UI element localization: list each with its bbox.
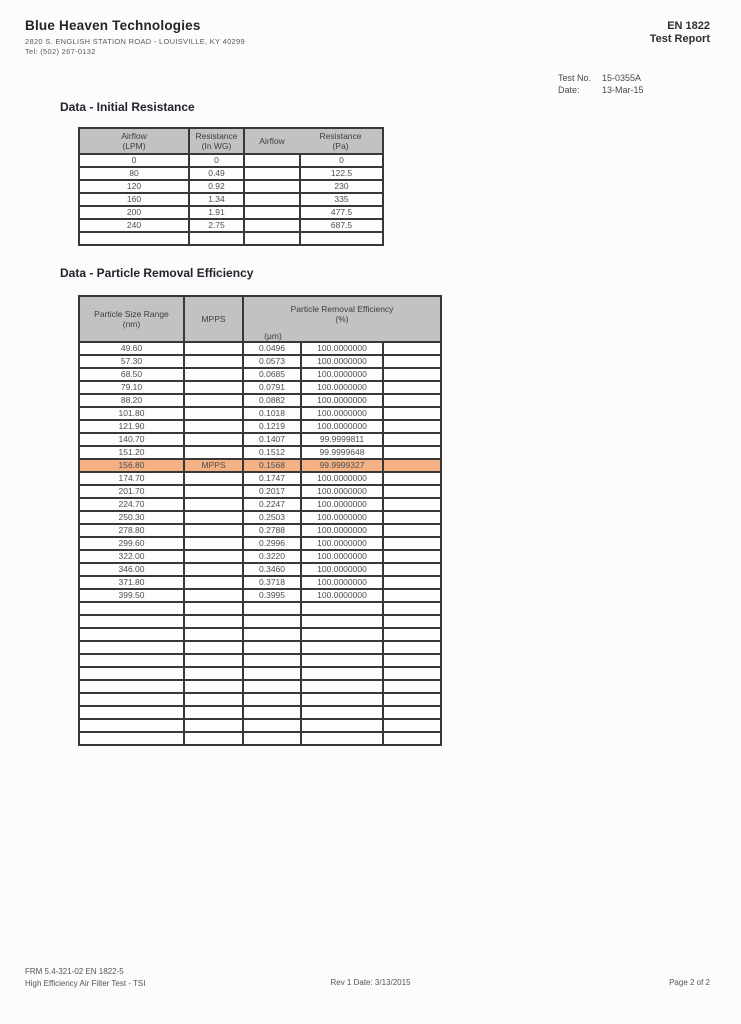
table-row xyxy=(79,459,441,472)
table-cell xyxy=(184,446,243,459)
table-cell: 0.1407 xyxy=(243,433,301,446)
table-cell xyxy=(301,693,383,706)
table-cell xyxy=(79,706,184,719)
table-cell: 160 xyxy=(79,193,189,206)
table-header-row xyxy=(79,128,383,154)
header-airflow-resistance-pa xyxy=(244,128,383,154)
table-cell xyxy=(383,342,441,355)
test-info-block xyxy=(558,72,644,96)
table-cell xyxy=(383,589,441,602)
table-cell: 140.70 xyxy=(79,433,184,446)
test-no-label: Test No. xyxy=(558,73,592,83)
table-cell: 0.2788 xyxy=(243,524,301,537)
table-cell: 100.0000000 xyxy=(301,576,383,589)
table-cell xyxy=(184,732,243,745)
table-cell xyxy=(383,576,441,589)
table-cell xyxy=(184,602,243,615)
table-cell xyxy=(300,232,383,245)
table-row xyxy=(79,154,383,167)
table-cell xyxy=(243,693,301,706)
table-cell xyxy=(184,680,243,693)
table-cell xyxy=(383,693,441,706)
table-cell: 100.0000000 xyxy=(301,537,383,550)
table-cell xyxy=(243,706,301,719)
table-row xyxy=(79,368,441,381)
table-cell xyxy=(79,641,184,654)
table-cell xyxy=(383,680,441,693)
table-cell xyxy=(184,433,243,446)
table-cell: 0.3995 xyxy=(243,589,301,602)
table-cell: 0.92 xyxy=(189,180,244,193)
table-cell: 100.0000000 xyxy=(301,472,383,485)
table-cell: 0.3718 xyxy=(243,576,301,589)
table-row xyxy=(79,420,441,433)
table-cell xyxy=(184,719,243,732)
table-cell: 151.20 xyxy=(79,446,184,459)
table-cell: 0.0685 xyxy=(243,368,301,381)
empty-table-row xyxy=(79,654,441,667)
table-cell: 100.0000000 xyxy=(301,498,383,511)
table-cell xyxy=(79,232,189,245)
table-row xyxy=(79,394,441,407)
table-row xyxy=(79,550,441,563)
empty-table-row xyxy=(79,680,441,693)
table-row xyxy=(79,446,441,459)
table-row xyxy=(79,537,441,550)
table-cell: 322.00 xyxy=(79,550,184,563)
table-cell: 80 xyxy=(79,167,189,180)
table-cell xyxy=(244,180,300,193)
initial-resistance-table xyxy=(78,127,384,246)
table-cell xyxy=(383,719,441,732)
table-cell: 120 xyxy=(79,180,189,193)
table-cell: 477.5 xyxy=(300,206,383,219)
empty-table-row xyxy=(79,667,441,680)
table-cell xyxy=(184,355,243,368)
table-row xyxy=(79,589,441,602)
header-line: (LPM) xyxy=(122,141,146,151)
table-cell xyxy=(383,446,441,459)
test-no-value: 15-0355A xyxy=(602,73,642,83)
table-cell: 346.00 xyxy=(79,563,184,576)
table-row xyxy=(79,180,383,193)
table-cell: 100.0000000 xyxy=(301,342,383,355)
section-heading-particle-removal: Data - Particle Removal Efficiency xyxy=(60,266,254,280)
table-cell xyxy=(301,641,383,654)
table-cell xyxy=(301,706,383,719)
table-cell: 100.0000000 xyxy=(301,589,383,602)
table-cell xyxy=(79,667,184,680)
table-cell xyxy=(383,667,441,680)
table-cell xyxy=(301,615,383,628)
table-cell xyxy=(244,219,300,232)
table-cell: 57.30 xyxy=(79,355,184,368)
table-cell xyxy=(184,589,243,602)
table-cell xyxy=(184,472,243,485)
table-cell: 0.0791 xyxy=(243,381,301,394)
table-cell: 687.5 xyxy=(300,219,383,232)
table-cell: 0.3220 xyxy=(243,550,301,563)
table-cell: 100.0000000 xyxy=(301,485,383,498)
table-row xyxy=(79,342,441,355)
table-cell xyxy=(184,537,243,550)
test-date-value: 13-Mar-15 xyxy=(602,85,644,95)
table-cell xyxy=(184,654,243,667)
table-cell: 0 xyxy=(79,154,189,167)
report-type-label: Test Report xyxy=(649,33,710,45)
table-cell: 2.75 xyxy=(189,219,244,232)
table-cell xyxy=(383,459,441,472)
table-cell xyxy=(184,576,243,589)
table-cell xyxy=(383,498,441,511)
table-cell: 201.70 xyxy=(79,485,184,498)
table-cell: 100.0000000 xyxy=(301,511,383,524)
table-cell: 399.50 xyxy=(79,589,184,602)
footer-form-number: FRM 5.4-321-02 EN 1822-5 xyxy=(25,967,124,976)
company-block xyxy=(25,18,245,56)
empty-table-row xyxy=(79,693,441,706)
header-airflow2: Airflow xyxy=(259,136,285,146)
table-row xyxy=(79,563,441,576)
table-cell: 100.0000000 xyxy=(301,407,383,420)
table-cell xyxy=(243,667,301,680)
table-cell xyxy=(383,472,441,485)
footer-revision: Rev 1 Date: 3/13/2015 xyxy=(330,978,411,987)
table-cell xyxy=(383,394,441,407)
table-cell xyxy=(184,394,243,407)
table-cell: 200 xyxy=(79,206,189,219)
table-cell xyxy=(184,524,243,537)
table-cell xyxy=(243,719,301,732)
table-cell xyxy=(184,550,243,563)
header-line: (Pa) xyxy=(332,141,349,151)
header-line: Particle Size Range xyxy=(94,309,169,319)
table-row xyxy=(79,485,441,498)
header-line: Resistance xyxy=(195,131,238,141)
table-cell: 335 xyxy=(300,193,383,206)
table-cell xyxy=(243,654,301,667)
table-cell: 121.90 xyxy=(79,420,184,433)
empty-table-row xyxy=(79,732,441,745)
table-cell xyxy=(79,654,184,667)
table-cell: 1.34 xyxy=(189,193,244,206)
table-cell: 224.70 xyxy=(79,498,184,511)
table-cell xyxy=(383,355,441,368)
table-cell xyxy=(301,732,383,745)
header-particle-removal-efficiency xyxy=(243,296,441,342)
table-cell: 0.2503 xyxy=(243,511,301,524)
table-cell xyxy=(184,693,243,706)
table-row xyxy=(79,576,441,589)
table-row xyxy=(79,219,383,232)
table-row xyxy=(79,433,441,446)
header-line: Particle Removal Efficiency xyxy=(290,304,394,314)
table-cell: 156.80 xyxy=(79,459,184,472)
header-airflow-lpm xyxy=(79,128,189,154)
table-cell xyxy=(301,628,383,641)
table-cell: MPPS xyxy=(184,459,243,472)
table-cell xyxy=(184,342,243,355)
table-cell: 0.1219 xyxy=(243,420,301,433)
table-cell xyxy=(383,433,441,446)
table-cell xyxy=(243,732,301,745)
table-cell: 100.0000000 xyxy=(301,563,383,576)
table-cell: 101.80 xyxy=(79,407,184,420)
table-cell xyxy=(383,732,441,745)
table-cell: 100.0000000 xyxy=(301,381,383,394)
table-cell xyxy=(79,628,184,641)
header-line: Resistance xyxy=(319,131,362,141)
footer-page-number: Page 2 of 2 xyxy=(669,978,710,987)
test-date-label: Date: xyxy=(558,85,580,95)
table-row xyxy=(79,381,441,394)
table-cell: 49.60 xyxy=(79,342,184,355)
table-cell: 100.0000000 xyxy=(301,355,383,368)
empty-table-row xyxy=(79,615,441,628)
table-row xyxy=(79,167,383,180)
table-cell: 0.1018 xyxy=(243,407,301,420)
table-cell xyxy=(244,167,300,180)
table-row xyxy=(79,498,441,511)
table-cell: 240 xyxy=(79,219,189,232)
table-cell xyxy=(383,420,441,433)
table-cell xyxy=(184,407,243,420)
empty-table-row xyxy=(79,719,441,732)
table-cell: 79.10 xyxy=(79,381,184,394)
table-cell xyxy=(79,693,184,706)
table-cell xyxy=(184,368,243,381)
table-cell xyxy=(184,706,243,719)
table-row xyxy=(79,407,441,420)
table-cell xyxy=(244,193,300,206)
empty-table-row xyxy=(79,628,441,641)
initial-resistance-table-body xyxy=(79,154,383,245)
header-resistance-pa xyxy=(299,131,382,151)
table-cell: 174.70 xyxy=(79,472,184,485)
table-cell xyxy=(383,537,441,550)
table-cell: 100.0000000 xyxy=(301,368,383,381)
table-cell: 99.9999811 xyxy=(301,433,383,446)
table-cell: 68.50 xyxy=(79,368,184,381)
table-cell xyxy=(184,498,243,511)
table-cell xyxy=(301,667,383,680)
table-cell: 0.49 xyxy=(189,167,244,180)
table-cell xyxy=(301,680,383,693)
table-row xyxy=(79,524,441,537)
table-cell xyxy=(383,550,441,563)
table-cell xyxy=(184,563,243,576)
table-cell xyxy=(189,232,244,245)
table-cell xyxy=(243,641,301,654)
table-cell: 230 xyxy=(300,180,383,193)
table-cell xyxy=(184,511,243,524)
footer-test-name: High Efficiency Air Filter Test - TSI xyxy=(25,979,146,988)
header-line: (nm) xyxy=(122,319,141,329)
table-cell xyxy=(184,485,243,498)
table-cell xyxy=(383,641,441,654)
header-micron-unit: (μm) xyxy=(264,331,282,341)
table-cell xyxy=(383,615,441,628)
table-cell: 122.5 xyxy=(300,167,383,180)
table-cell xyxy=(184,381,243,394)
table-cell: 0 xyxy=(189,154,244,167)
header-line: Airflow xyxy=(121,131,147,141)
company-address: 2820 S. ENGLISH STATION ROAD - LOUISVILLE, KY 40299 xyxy=(25,37,245,46)
table-cell: 0.3460 xyxy=(243,563,301,576)
table-cell xyxy=(79,615,184,628)
empty-table-row xyxy=(79,232,383,245)
table-cell xyxy=(243,615,301,628)
empty-table-row xyxy=(79,602,441,615)
table-cell xyxy=(244,206,300,219)
table-cell xyxy=(301,602,383,615)
table-row xyxy=(79,206,383,219)
empty-table-row xyxy=(79,641,441,654)
table-cell xyxy=(383,368,441,381)
particle-removal-table xyxy=(78,295,442,746)
table-cell xyxy=(184,628,243,641)
table-row xyxy=(79,511,441,524)
table-cell xyxy=(79,719,184,732)
table-cell xyxy=(383,511,441,524)
table-cell xyxy=(383,602,441,615)
table-cell: 100.0000000 xyxy=(301,394,383,407)
table-cell xyxy=(79,680,184,693)
header-efficiency-title xyxy=(244,297,440,324)
table-cell xyxy=(301,654,383,667)
table-cell: 0.0882 xyxy=(243,394,301,407)
table-cell xyxy=(79,732,184,745)
table-cell xyxy=(301,719,383,732)
table-cell: 0.2996 xyxy=(243,537,301,550)
table-header-row xyxy=(79,296,441,342)
header-line: (In WG) xyxy=(201,141,232,151)
table-cell xyxy=(383,407,441,420)
header-line: (%) xyxy=(335,314,349,324)
table-cell: 99.9999648 xyxy=(301,446,383,459)
table-cell: 100.0000000 xyxy=(301,524,383,537)
table-cell: 99.9999327 xyxy=(301,459,383,472)
header-resistance-inwg xyxy=(189,128,244,154)
table-cell xyxy=(184,641,243,654)
table-cell: 278.80 xyxy=(79,524,184,537)
section-heading-initial-resistance: Data - Initial Resistance xyxy=(60,100,195,114)
empty-table-row xyxy=(79,706,441,719)
table-cell: 371.80 xyxy=(79,576,184,589)
particle-removal-table-body xyxy=(79,342,441,745)
table-cell: 0.0573 xyxy=(243,355,301,368)
table-row xyxy=(79,472,441,485)
table-cell xyxy=(383,628,441,641)
table-cell xyxy=(243,602,301,615)
header-mpps: MPPS xyxy=(184,296,243,342)
table-cell: 0.2247 xyxy=(243,498,301,511)
table-cell: 0.1512 xyxy=(243,446,301,459)
table-cell: 0.2017 xyxy=(243,485,301,498)
report-type-block xyxy=(650,20,710,46)
table-cell xyxy=(79,602,184,615)
table-cell xyxy=(244,154,300,167)
table-cell xyxy=(383,485,441,498)
table-cell: 100.0000000 xyxy=(301,550,383,563)
table-cell xyxy=(383,524,441,537)
table-cell xyxy=(243,680,301,693)
table-cell: 0.1568 xyxy=(243,459,301,472)
table-cell xyxy=(383,563,441,576)
table-cell xyxy=(383,381,441,394)
table-cell: 0.0496 xyxy=(243,342,301,355)
table-cell xyxy=(383,706,441,719)
table-cell: 250.30 xyxy=(79,511,184,524)
table-cell xyxy=(244,232,300,245)
table-row xyxy=(79,355,441,368)
table-cell: 100.0000000 xyxy=(301,420,383,433)
table-cell: 88.20 xyxy=(79,394,184,407)
table-cell: 0 xyxy=(300,154,383,167)
table-cell: 1.91 xyxy=(189,206,244,219)
report-standard: EN 1822 xyxy=(667,20,710,32)
header-particle-size-range xyxy=(79,296,184,342)
table-cell xyxy=(184,420,243,433)
table-cell xyxy=(243,628,301,641)
table-cell xyxy=(383,654,441,667)
table-row xyxy=(79,193,383,206)
table-cell xyxy=(184,615,243,628)
table-cell: 0.1747 xyxy=(243,472,301,485)
company-name: Blue Heaven Technologies xyxy=(25,18,201,33)
company-phone: Tel: (502) 267-0132 xyxy=(25,47,96,56)
table-cell: 299.60 xyxy=(79,537,184,550)
table-cell xyxy=(184,667,243,680)
